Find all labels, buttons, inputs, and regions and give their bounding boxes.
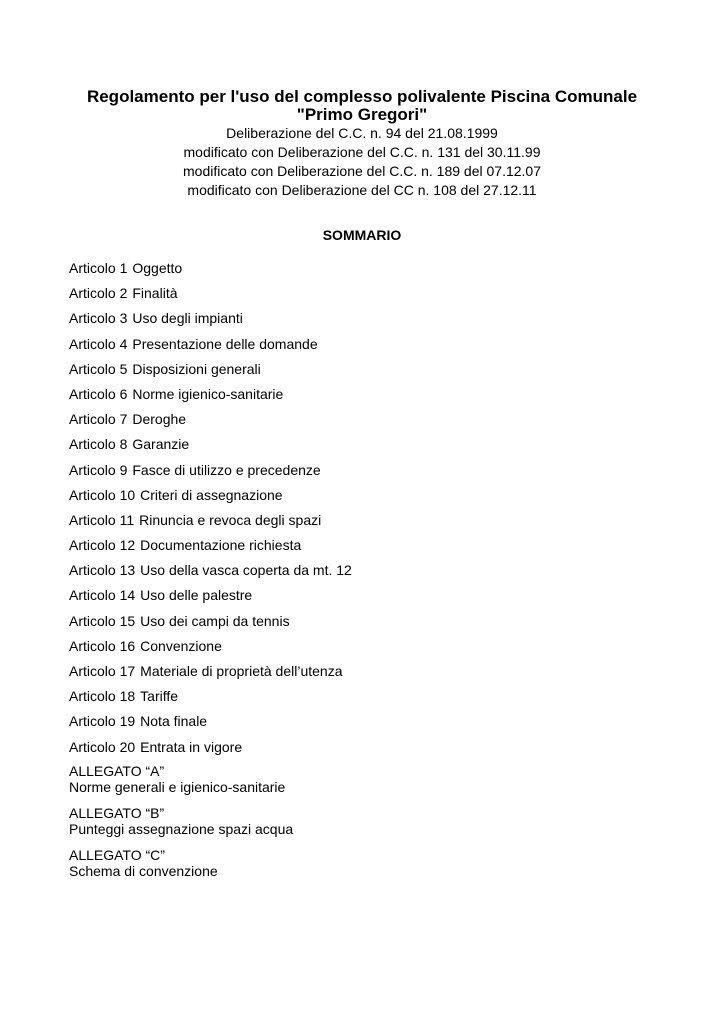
article-title: Disposizioni generali (132, 360, 261, 377)
toc-item (69, 637, 669, 662)
article-title: Presentazione delle domande (132, 335, 318, 352)
toc-item (69, 561, 669, 586)
article-number: Articolo 12 (69, 537, 136, 554)
article-number: Articolo 9 (69, 461, 128, 478)
toc-item (69, 712, 669, 737)
article-number: Articolo 8 (69, 436, 128, 453)
article-number: Articolo 11 (69, 511, 135, 528)
toc-item (69, 687, 669, 712)
article-title: Oggetto (132, 260, 183, 276)
toc-item (69, 511, 669, 536)
article-title: Norme igienico-sanitarie (132, 385, 284, 402)
toc-item (69, 461, 669, 486)
article-title: Documentazione richiesta (140, 537, 302, 554)
toc-item (69, 486, 669, 511)
article-title: Tariffe (140, 688, 179, 705)
annex-a (69, 763, 669, 795)
toc-item (69, 586, 669, 611)
document-title-line2: "Primo Gregori" (296, 105, 428, 124)
annex-label: ALLEGATO “B” (69, 805, 165, 821)
toc-item (69, 259, 669, 284)
article-number: Articolo 13 (69, 562, 136, 579)
article-number: Articolo 20 (69, 738, 136, 755)
article-title: Materiale di proprietà dell’utenza (140, 663, 343, 679)
deliberation-line: Deliberazione del C.C. n. 94 del 21.08.1999 (226, 125, 498, 141)
article-title: Deroghe (132, 411, 187, 428)
article-title: Uso dei campi da tennis (140, 612, 290, 629)
article-title: Garanzie (132, 436, 190, 453)
toc-item (69, 284, 669, 309)
toc-item (69, 360, 669, 385)
annex-b (69, 805, 669, 837)
article-number: Articolo 14 (69, 587, 136, 604)
toc-item (69, 309, 669, 334)
annex-label: ALLEGATO “C” (69, 847, 165, 863)
annex-c (69, 847, 669, 879)
article-title: Uso della vasca coperta da mt. 12 (140, 562, 352, 579)
article-number: Articolo 7 (69, 411, 128, 428)
article-number: Articolo 16 (69, 637, 136, 654)
article-number: Articolo 3 (69, 310, 128, 327)
article-number: Articolo 15 (69, 612, 136, 629)
toc-item (69, 335, 669, 360)
article-number: Articolo 5 (69, 360, 128, 377)
table-of-contents (69, 259, 669, 763)
article-title: Uso delle palestre (140, 587, 253, 604)
toc-item (69, 385, 669, 410)
annex-label: ALLEGATO “A” (69, 763, 165, 779)
article-number: Articolo 17 (69, 663, 136, 679)
article-number: Articolo 4 (69, 335, 128, 352)
article-number: Articolo 1 (69, 260, 128, 276)
article-number: Articolo 6 (69, 385, 128, 402)
deliberation-info (0, 124, 724, 200)
toc-item (69, 738, 669, 763)
toc-item (69, 410, 669, 435)
article-number: Articolo 2 (69, 285, 128, 302)
document-title-line1: Regolamento per l'uso del complesso polivalente Piscina Comunale (86, 87, 638, 106)
annex-title: Norme generali e igienico-sanitarie (69, 779, 286, 795)
article-title: Entrata in vigore (140, 738, 243, 755)
article-title: Criteri di assegnazione (140, 486, 283, 503)
toc-item (69, 536, 669, 561)
amendment-line: modificato con Deliberazione del C.C. n. 189 del 07.12.07 (183, 163, 541, 179)
article-title: Convenzione (140, 637, 222, 654)
summary-heading: SOMMARIO (322, 227, 402, 243)
article-title: Rinuncia e revoca degli spazi (139, 511, 322, 528)
toc-item (69, 435, 669, 460)
annex-title: Punteggi assegnazione spazi acqua (69, 821, 294, 837)
article-title: Finalità (132, 285, 178, 302)
toc-item (69, 612, 669, 637)
annex-title: Schema di convenzione (69, 863, 218, 879)
article-title: Fasce di utilizzo e precedenze (132, 461, 321, 478)
article-number: Articolo 18 (69, 688, 136, 705)
article-number: Articolo 10 (69, 486, 136, 503)
article-number: Articolo 19 (69, 713, 136, 730)
amendment-line: modificato con Deliberazione del C.C. n. 131 del 30.11.99 (183, 144, 541, 160)
article-title: Nota finale (140, 713, 208, 730)
article-title: Uso degli impianti (132, 310, 243, 327)
toc-item (69, 662, 669, 687)
amendment-line: modificato con Deliberazione del CC n. 108 del 27.12.11 (187, 182, 537, 198)
